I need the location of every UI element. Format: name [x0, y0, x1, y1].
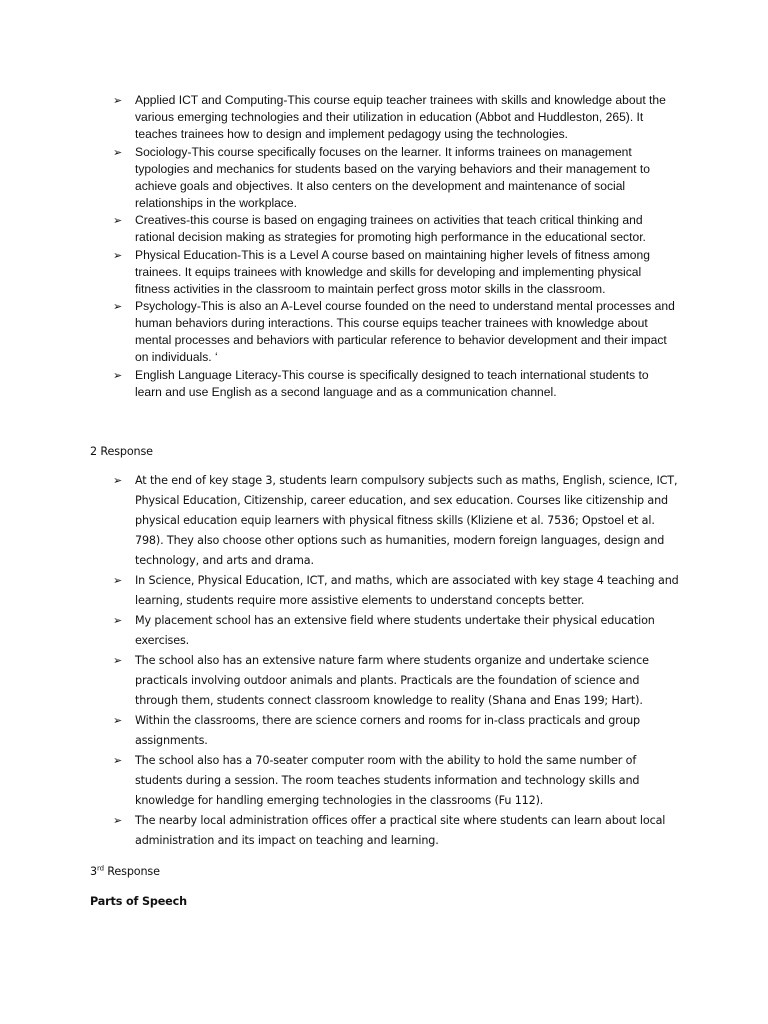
list-item — [113, 92, 675, 143]
arrow-bullet-icon: ➢ — [113, 614, 123, 627]
list-item — [113, 651, 683, 711]
arrow-bullet-icon: ➢ — [113, 814, 123, 827]
arrow-bullet-icon: ➢ — [113, 249, 123, 262]
arrow-bullet-icon: ➢ — [113, 754, 123, 767]
heading-ordinal-suffix: rd — [96, 864, 104, 873]
list-item — [113, 298, 675, 366]
arrow-bullet-icon: ➢ — [113, 654, 123, 667]
list-item — [113, 751, 683, 811]
heading-text: Response — [103, 865, 160, 878]
course-list — [113, 92, 675, 402]
list-item — [113, 212, 675, 246]
list-item-text: Psychology-This is also an A-Level course founded on the need to understand mental processes and human behaviors during interactions. This course equips teacher trainees with knowledge about mental processes and behaviors with particular reference to behavior development and their impact on individuals. ‘ — [135, 299, 675, 365]
arrow-bullet-icon: ➢ — [113, 369, 123, 382]
section-heading-3 — [90, 864, 160, 880]
arrow-bullet-icon: ➢ — [113, 95, 123, 107]
list-item — [113, 247, 675, 298]
arrow-bullet-icon: ➢ — [113, 146, 123, 159]
list-item — [113, 471, 683, 571]
list-item-text: Creatives-this course is based on engaging trainees on activities that teach critical thinking and rational decision making as strategies for promoting high performance in the educational sector. — [135, 213, 646, 245]
arrow-bullet-icon: ➢ — [113, 574, 123, 587]
list-item-text: Physical Education-This is a Level A course based on maintaining higher levels of fitness among trainees. It equips trainees with knowledge and skills for developing and implementing physical fitness activities in the classroom to maintain perfect gross motor skills in the classroom. — [135, 247, 650, 296]
list-item-text: Applied ICT and Computing-This course equip teacher trainees with skills and knowledge about the various emerging technologies and their utilization in education (Abbot and Huddleston, 265). It teaches trainees how to design and implement pedagogy using the technologies. — [135, 93, 666, 141]
list-item-text: English Language Literacy-This course is specifically designed to teach international students to learn and use English as a second language and as a communication channel. — [135, 367, 649, 399]
list-item — [113, 811, 683, 851]
subheading: Parts of Speech — [90, 895, 187, 908]
arrow-bullet-icon: ➢ — [113, 215, 123, 228]
arrow-bullet-icon: ➢ — [113, 474, 123, 487]
list-item-text: The school also has an extensive nature farm where students organize and undertake science practicals involving outdoor animals and plants. Practicals are the foundation of science and through them, students connect classroom knowledge to reality (Shana and Enas 199; Hart). — [135, 654, 649, 707]
heading-number: 3 — [90, 865, 97, 878]
list-item — [113, 144, 675, 212]
list-item-text: At the end of key stage 3, students learn compulsory subjects such as maths, English, science, ICT, Physical Education, Citizenship, career education, and sex education. Courses like citizenship and physical education equip learners with physical fitness skills (Kliziene et al. 7536; Opstoel et al. 798). They also choose other options such as humanities, modern foreign languages, design and technology, and arts and drama. — [135, 474, 678, 567]
list-item-text: In Science, Physical Education, ICT, and maths, which are associated with key stage 4 teaching and learning, students require more assistive elements to understand concepts better. — [135, 574, 679, 607]
arrow-bullet-icon: ➢ — [113, 714, 123, 727]
list-item-text: My placement school has an extensive field where students undertake their physical education exercises. — [135, 614, 655, 647]
list-item-text: The school also has a 70-seater computer room with the ability to hold the same number of students during a session. The room teaches students information and technology skills and knowledge for handling emerging technologies in the classrooms (Fu 112). — [135, 754, 640, 807]
list-item-text: Sociology-This course specifically focuses on the learner. It informs trainees on management typologies and mechanics for students based on the varying behaviors and their management to achieve goals and objectives. It also centers on the development and maintenance of social relationships in the workplace. — [135, 144, 650, 210]
list-item-text: Within the classrooms, there are science corners and rooms for in-class practicals and group assignments. — [135, 714, 640, 747]
section-heading-2: 2 Response — [90, 445, 153, 458]
list-item — [113, 367, 675, 401]
list-item — [113, 711, 683, 751]
list-item-text: The nearby local administration offices offer a practical site where students can learn about local administration and its impact on teaching and learning. — [135, 814, 666, 847]
arrow-bullet-icon: ➢ — [113, 301, 123, 314]
list-item — [113, 611, 683, 651]
response-list — [113, 471, 683, 851]
list-item — [113, 571, 683, 611]
